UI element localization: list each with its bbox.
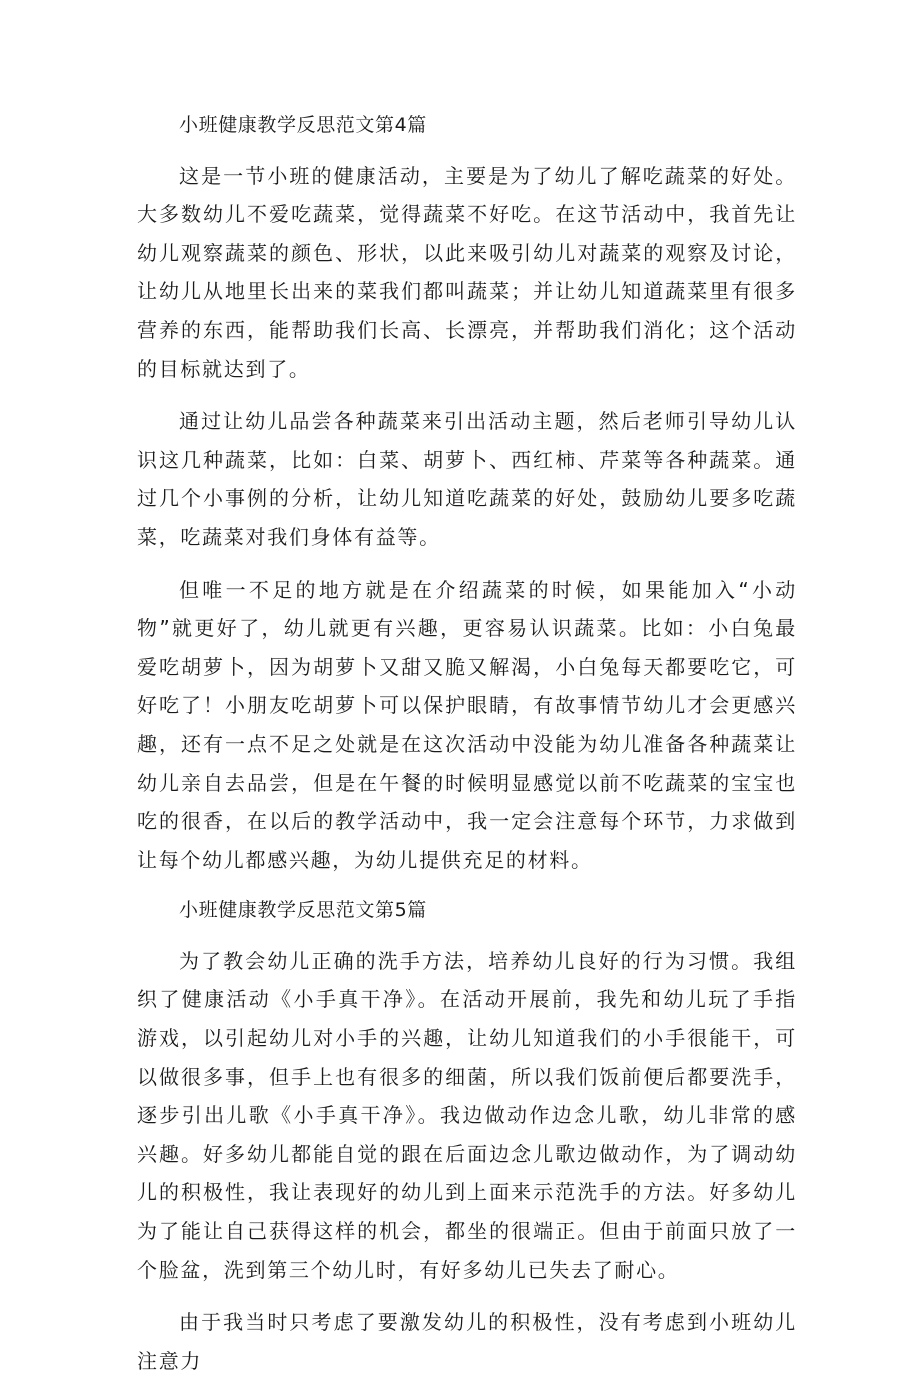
document-body bbox=[137, 106, 797, 1380]
section-4-paragraph-3: 但唯一不足的地方就是在介绍蔬菜的时候，如果能加入“小动物”就更好了，幼儿就更有兴趣，更容易认识蔬菜。比如：小白兔最爱吃胡萝卜，因为胡萝卜又甜又脆又解渴，小白兔每天都要吃它，可好吃了！小朋友吃胡萝卜可以保护眼睛，有故事情节幼儿才会更感兴趣，还有一点不足之处就是在这次活动中没能为幼儿准备各种蔬菜让幼儿亲自去品尝，但是在午餐的时候明显感觉以前不吃蔬菜的宝宝也吃的很香，在以后的教学活动中，我一定会注意每个环节，力求做到让每个幼儿都感兴趣，为幼儿提供充足的材料。 bbox=[137, 577, 797, 872]
section-5-paragraph-2: 由于我当时只考虑了要激发幼儿的积极性，没有考虑到小班幼儿注意力 bbox=[137, 1310, 797, 1373]
section-5-heading: 小班健康教学反思范文第5篇 bbox=[179, 899, 427, 922]
section-4-heading: 小班健康教学反思范文第4篇 bbox=[179, 114, 427, 136]
section-5-paragraph-1: 为了教会幼儿正确的洗手方法，培养幼儿良好的行为习惯。我组织了健康活动《小手真干净》。在活动开展前，我先和幼儿玩了手指游戏，以引起幼儿对小手的兴趣，让幼儿知道我们的小手很能干，可以做很多事，但手上也有很多的细菌，所以我们饭前便后都要洗手，逐步引出儿歌《小手真干净》。我边做动作边念儿歌，幼儿非常的感兴趣。好多幼儿都能自觉的跟在后面边念儿歌边做动作，为了调动幼儿的积极性，我让表现好的幼儿到上面来示范洗手的方法。好多幼儿为了能让自己获得这样的机会，都坐的很端正。但由于前面只放了一个脸盆，洗到第三个幼儿时，有好多幼儿已失去了耐心。 bbox=[137, 948, 797, 1282]
section-4-paragraph-1: 这是一节小班的健康活动，主要是为了幼儿了解吃蔬菜的好处。大多数幼儿不爱吃蔬菜，觉得蔬菜不好吃。在这节活动中，我首先让幼儿观察蔬菜的颜色、形状，以此来吸引幼儿对蔬菜的观察及讨论，让幼儿从地里长出来的菜我们都叫蔬菜；并让幼儿知道蔬菜里有很多营养的东西，能帮助我们长高、长漂亮，并帮助我们消化；这个活动的目标就达到了。 bbox=[137, 163, 797, 381]
section-4-paragraph-2: 通过让幼儿品尝各种蔬菜来引出活动主题，然后老师引导幼儿认识这几种蔬菜，比如：白菜、胡萝卜、西红柿、芹菜等各种蔬菜。通过几个小事例的分析，让幼儿知道吃蔬菜的好处，鼓励幼儿要多吃蔬菜，吃蔬菜对我们身体有益等。 bbox=[137, 409, 797, 549]
